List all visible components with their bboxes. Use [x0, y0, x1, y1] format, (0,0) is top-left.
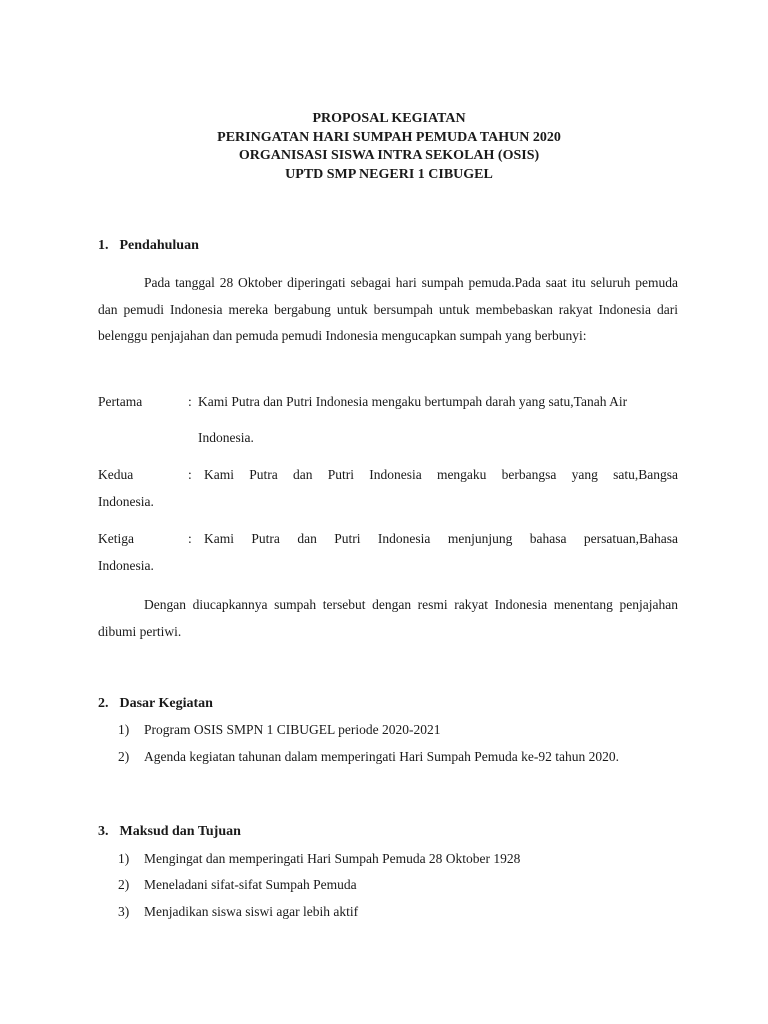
document-title — [0, 110, 768, 184]
oath-3-label: Ketiga — [98, 531, 134, 546]
title-line-2: PERINGATAN HARI SUMPAH PEMUDA TAHUN 2020 — [217, 129, 561, 145]
list-item-text: Meneladani sifat-sifat Sumpah Pemuda — [144, 877, 357, 892]
title-line-4: UPTD SMP NEGERI 1 CIBUGEL — [285, 166, 493, 182]
oath-1-continuation: Indonesia. — [198, 430, 254, 445]
oath-1-text: Kami Putra dan Putri Indonesia mengaku bertumpah darah yang satu,Tanah Air — [198, 394, 628, 409]
list-item-number: 3) — [118, 904, 130, 919]
section-3-number: 3. — [98, 824, 109, 839]
oath-2-continuation: Indonesia. — [98, 494, 154, 509]
oath-2-text: Kami Putra dan Putri Indonesia mengaku berbangsa yang satu,Bangsa — [204, 467, 678, 482]
list-item-text: Menjadikan siswa siswi agar lebih aktif — [144, 904, 359, 919]
section-3-title: Maksud dan Tujuan — [119, 824, 241, 839]
oath-3-continuation: Indonesia. — [98, 558, 154, 573]
oath-3-text: Kami Putra dan Putri Indonesia menjunjung bahasa persatuan,Bahasa — [204, 531, 678, 546]
list-item — [118, 851, 520, 867]
list-item-text: Mengingat dan memperingati Hari Sumpah Pemuda 28 Oktober 1928 — [144, 851, 521, 866]
list-item-number: 1) — [118, 722, 130, 737]
list-item-text: Program OSIS SMPN 1 CIBUGEL periode 2020-2021 — [144, 722, 441, 737]
section-2-title: Dasar Kegiatan — [119, 696, 213, 711]
section-1-closing-paragraph — [98, 592, 678, 645]
list-item-text: Agenda kegiatan tahunan dalam memperingati Hari Sumpah Pemuda ke-92 tahun 2020. — [144, 749, 619, 764]
list-item — [118, 877, 357, 893]
list-item — [118, 749, 619, 765]
section-1-intro-paragraph — [98, 270, 678, 350]
section-1-title: Pendahuluan — [119, 238, 199, 253]
list-item-number: 1) — [118, 851, 130, 866]
list-item-number: 2) — [118, 877, 130, 892]
oath-1-colon: : — [188, 394, 192, 409]
oath-3-colon: : — [188, 531, 192, 546]
section-2-number: 2. — [98, 696, 109, 711]
section-1-intro-text: Pada tanggal 28 Oktober diperingati sebagai hari sumpah pemuda.Pada saat itu seluruh pemuda dan pemudi Indonesia mereka bergabung untuk bersumpah untuk membebaskan rakyat Indonesia dari belenggu penjajahan dan pemuda pemudi Indonesia mengucapkan sumpah yang berbunyi: — [98, 275, 678, 343]
title-line-1: PROPOSAL KEGIATAN — [312, 111, 466, 126]
oath-1-label: Pertama — [98, 394, 143, 409]
list-item — [118, 904, 358, 920]
section-3-heading — [98, 824, 241, 840]
title-line-3: ORGANISASI SISWA INTRA SEKOLAH (OSIS) — [238, 148, 540, 163]
list-item — [118, 722, 441, 738]
section-1-closing-text: Dengan diucapkannya sumpah tersebut dengan resmi rakyat Indonesia menentang penjajahan dibumi pertiwi. — [98, 597, 678, 639]
oath-2-colon: : — [188, 467, 192, 482]
section-1-number: 1. — [98, 238, 109, 253]
list-item-number: 2) — [118, 749, 130, 764]
section-2-heading — [98, 696, 213, 712]
oath-2-label: Kedua — [98, 467, 134, 482]
section-1-heading — [98, 238, 199, 254]
